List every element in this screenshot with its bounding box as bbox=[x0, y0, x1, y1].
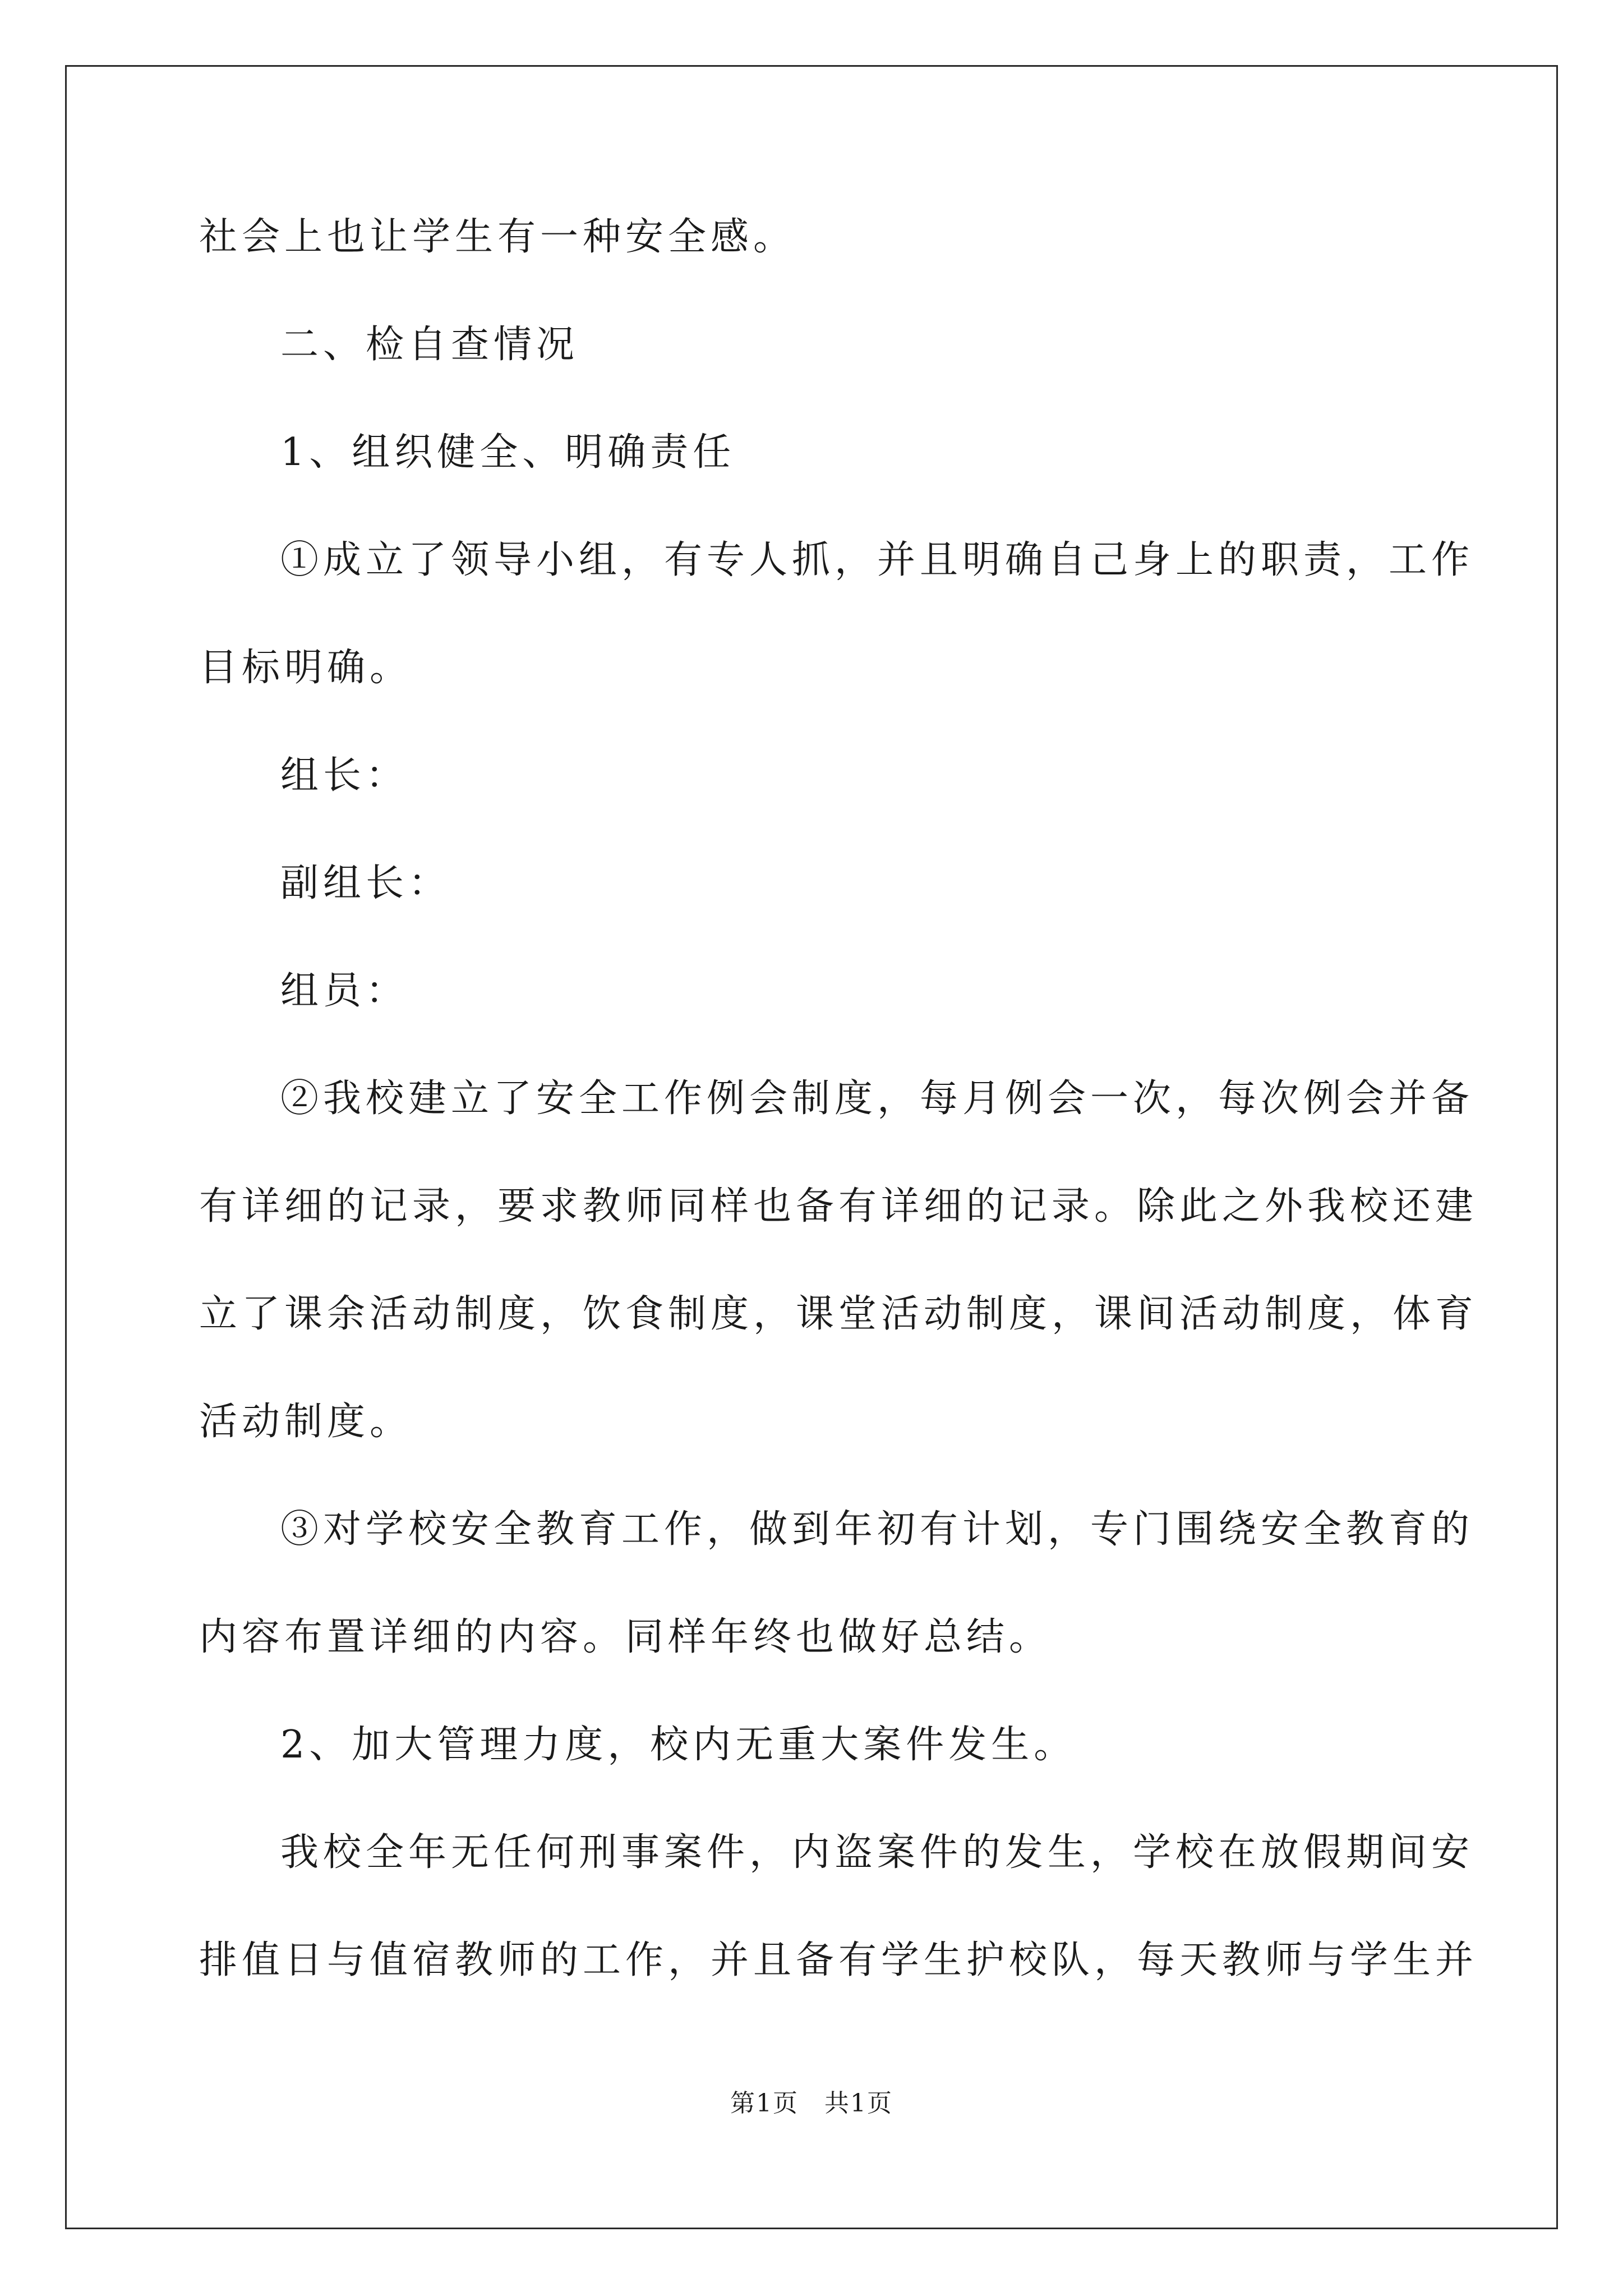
text-line: 组员： bbox=[280, 969, 409, 1013]
paragraph bbox=[199, 1503, 1474, 1664]
text-line: 我校全年无任何刑事案件，内盗案件的发生，学校在放假期间安 bbox=[280, 1830, 1474, 1875]
paragraph bbox=[199, 1072, 1478, 1449]
paragraph bbox=[199, 857, 1433, 910]
text-line: 内容布置详细的内容。同样年终也做好总结。 bbox=[199, 1615, 1052, 1659]
paragraph bbox=[199, 210, 1433, 264]
text-line: ③对学校安全教育工作，做到年初有计划，专门围绕安全教育的 bbox=[280, 1507, 1474, 1552]
text-line: 二、检自查情况 bbox=[280, 323, 579, 367]
paragraph bbox=[199, 1826, 1478, 1987]
text-line: ①成立了领导小组，有专人抓，并且明确自己身上的职责，工作 bbox=[280, 538, 1474, 582]
paragraph bbox=[199, 533, 1474, 695]
text-line: 立了课余活动制度，饮食制度，课堂活动制度，课间活动制度，体育 bbox=[199, 1292, 1478, 1336]
text-line: 组长： bbox=[280, 753, 409, 798]
text-line: 1、组织健全、明确责任 bbox=[280, 430, 736, 475]
text-line: 活动制度。 bbox=[199, 1400, 413, 1444]
section-heading bbox=[199, 318, 1433, 372]
paragraph bbox=[199, 749, 1433, 803]
document-body bbox=[199, 210, 1478, 1987]
text-line: 副组长： bbox=[280, 861, 451, 905]
paragraph bbox=[199, 964, 1433, 1018]
text-line: 排值日与值宿教师的工作，并且备有学生护校队，每天教师与学生并 bbox=[199, 1938, 1478, 1982]
subsection-heading bbox=[199, 1718, 1433, 1772]
text-line: 2、加大管理力度，校内无重大案件发生。 bbox=[280, 1723, 1077, 1767]
text-line: ②我校建立了安全工作例会制度，每月例会一次，每次例会并备 bbox=[280, 1076, 1474, 1121]
text-line: 目标明确。 bbox=[199, 646, 413, 690]
page-footer: 第1页 共1页 bbox=[730, 2089, 893, 2118]
subsection-heading bbox=[199, 426, 1433, 480]
text-line: 社会上也让学生有一种安全感。 bbox=[199, 215, 796, 259]
text-line: 有详细的记录，要求教师同样也备有详细的记录。除此之外我校还建 bbox=[199, 1184, 1478, 1228]
